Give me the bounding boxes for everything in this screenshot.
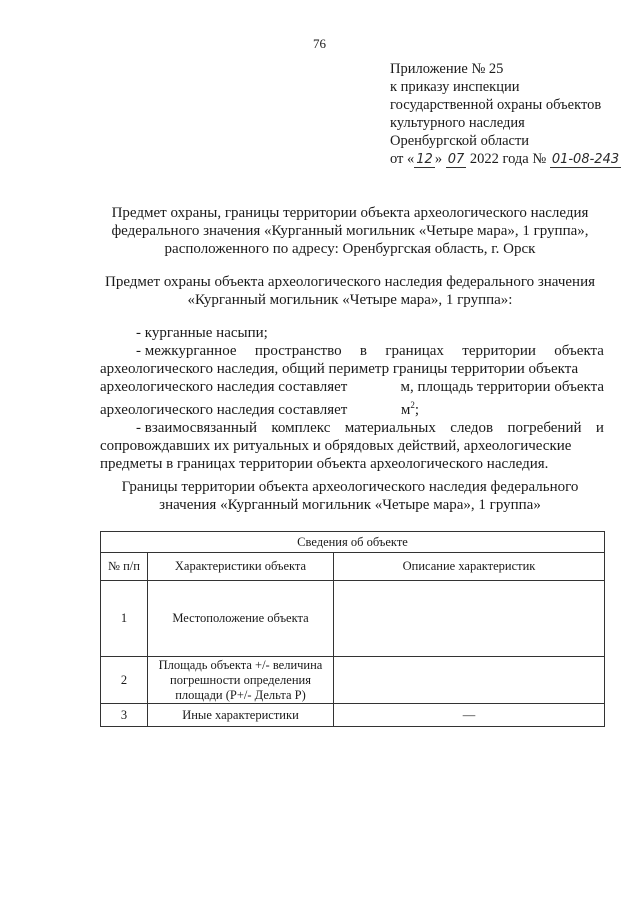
table-caption: Сведения об объекте <box>101 532 605 553</box>
handwritten-day: 12 <box>416 152 433 167</box>
object-info-table <box>100 531 605 727</box>
appendix-line: Приложение № 25 <box>390 61 504 77</box>
word: объекта <box>554 343 604 359</box>
item-intermound-line-2: археологического наследия, общий периметр границы территории объекта <box>100 361 579 377</box>
page-number: 76 <box>313 36 326 51</box>
appendix-line: культурного наследия <box>390 115 525 131</box>
row-number: 2 <box>101 657 148 704</box>
item-complex-line-1 <box>100 419 604 437</box>
table-header-row <box>101 553 605 581</box>
table-row <box>101 657 605 704</box>
row-number: 3 <box>101 704 148 727</box>
word: территории <box>462 343 536 359</box>
header-cell-characteristics: Характеристики объекта <box>148 553 334 581</box>
appendix-line: государственной охраны объектов <box>390 97 602 113</box>
area-unit: м <box>400 402 411 418</box>
word: в <box>359 343 368 359</box>
title-line: федерального значения «Курганный могильник «Четыре мара», 1 группа», <box>111 223 589 239</box>
item-intermound-line-4 <box>100 396 604 419</box>
row-description: — <box>334 704 605 727</box>
word: - межкурганное <box>136 343 237 359</box>
row-characteristic: Иные характеристики <box>148 704 334 727</box>
perimeter-unit: м, площадь территории объекта <box>400 379 604 395</box>
boundaries-heading-line: значения «Курганный могильник «Четыре мара», 1 группа» <box>159 497 541 513</box>
appendix-date-line <box>390 150 621 169</box>
appendix-line: к приказу инспекции <box>390 79 520 95</box>
boundaries-heading <box>90 478 610 514</box>
subject-heading-line: Предмет охраны объекта археологического наследия федерального значения <box>104 274 596 290</box>
perimeter-label: археологического наследия составляет <box>100 379 348 395</box>
date-prefix: от « <box>390 151 415 167</box>
item-intermound-line-3 <box>100 378 604 396</box>
handwritten-month: 07 <box>447 152 465 167</box>
word: и <box>595 420 604 436</box>
table-caption-row <box>101 532 605 553</box>
protection-items <box>100 324 604 473</box>
table-row <box>101 581 605 657</box>
word: погребений <box>507 420 582 436</box>
area-label: археологического наследия составляет <box>100 402 348 418</box>
header-cell-description: Описание характеристик <box>334 553 605 581</box>
word: границах <box>385 343 444 359</box>
appendix-line: Оренбургской области <box>390 133 530 149</box>
area-unit-superscript: 2 <box>410 400 415 410</box>
table-row <box>101 704 605 727</box>
row-description <box>334 657 605 704</box>
word: пространство <box>254 343 342 359</box>
area-unit-semicolon: ; <box>414 402 420 418</box>
row-number: 1 <box>101 581 148 657</box>
appendix-header <box>390 60 621 169</box>
document-title <box>90 204 610 258</box>
row-characteristic: Площадь объекта +/- величина погрешности определения площади (P+/- Дельта P) <box>148 657 334 704</box>
item-complex-line-3: предметы в границах территории объекта археологического наследия. <box>100 456 549 472</box>
row-characteristic: Местоположение объекта <box>148 581 334 657</box>
boundaries-heading-line: Границы территории объекта археологического наследия федерального <box>121 479 579 495</box>
word: материальных <box>344 420 436 436</box>
item-intermound-line-1 <box>100 342 604 360</box>
subject-heading <box>90 273 610 309</box>
item-complex-line-2: сопровождавших их ритуальных и обрядовых действий, археологические <box>100 438 572 454</box>
word: следов <box>450 420 494 436</box>
word: - взаимосвязанный <box>136 420 257 436</box>
row-description <box>334 581 605 657</box>
header-cell-number: № п/п <box>101 553 148 581</box>
subject-heading-line: «Курганный могильник «Четыре мара», 1 группа»: <box>187 292 513 308</box>
title-line: Предмет охраны, границы территории объекта археологического наследия <box>111 205 589 221</box>
item-burial-mounds: - курганные насыпи; <box>136 325 268 341</box>
date-mid: » <box>434 151 443 167</box>
word: комплекс <box>271 420 331 436</box>
handwritten-order-number: 01-08-243 <box>551 152 620 167</box>
title-line: расположенного по адресу: Оренбургская область, г. Орск <box>164 241 536 257</box>
date-suffix: 2022 года № <box>469 151 547 167</box>
